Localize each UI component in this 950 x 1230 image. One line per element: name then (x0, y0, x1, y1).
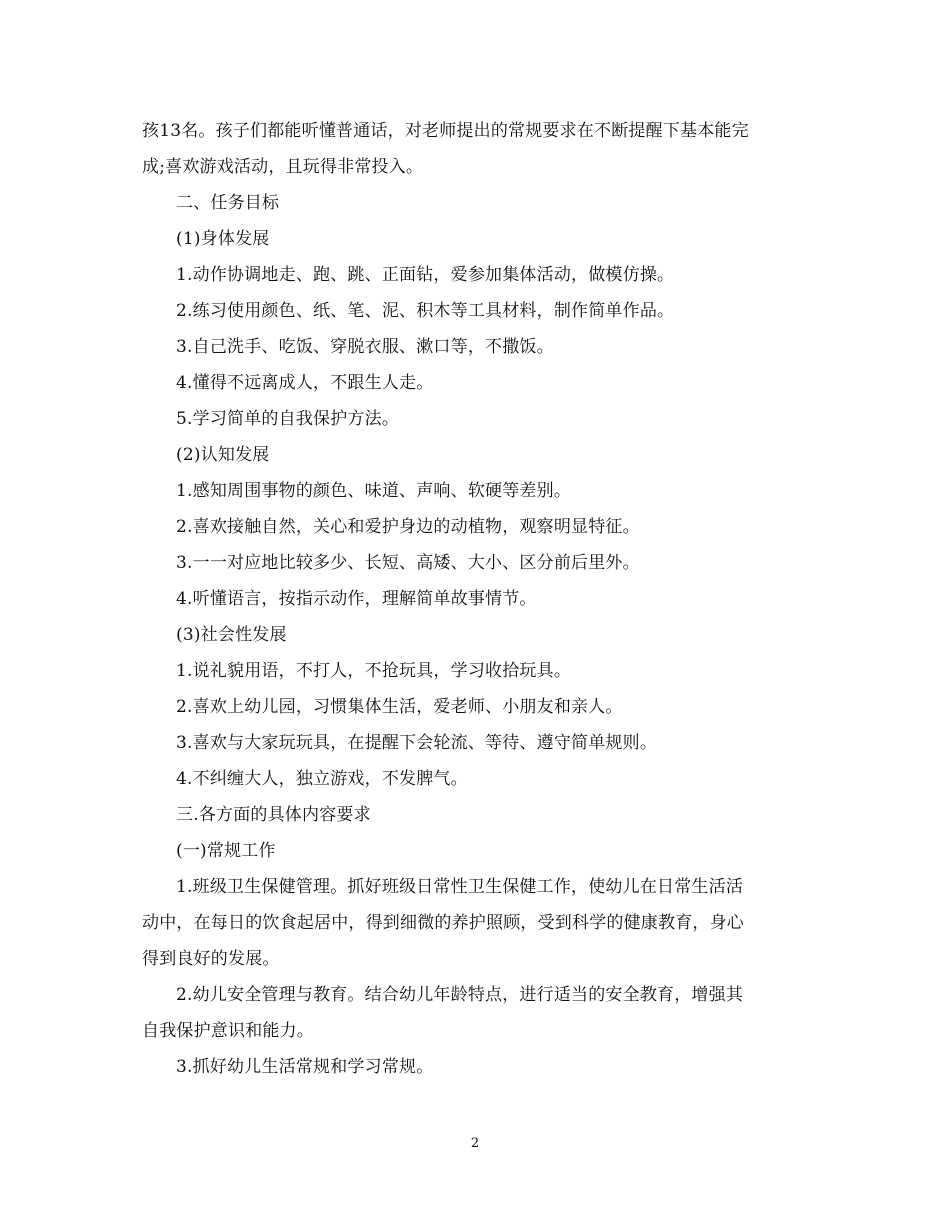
subsection-heading: (2)认知发展 (176, 445, 270, 465)
list-item: 3.喜欢与大家玩玩具，在提醒下会轮流、等待、遵守简单规则。 (176, 733, 658, 753)
paragraph-line: 动中，在每日的饮食起居中，得到细微的养护照顾，受到科学的健康教育，身心 (142, 913, 744, 933)
paragraph-line: 成;喜欢游戏活动，且玩得非常投入。 (142, 157, 424, 177)
page-number: 2 (470, 1136, 480, 1151)
section-heading: 二、任务目标 (176, 193, 280, 213)
paragraph-line: 自我保护意识和能力。 (142, 1021, 314, 1041)
subsection-heading: (一)常规工作 (176, 841, 276, 861)
paragraph-line: 孩13名。孩子们都能听懂普通话，对老师提出的常规要求在不断提醒下基本能完 (142, 121, 749, 141)
list-item: 2.喜欢接触自然，关心和爱护身边的动植物，观察明显特征。 (176, 517, 640, 537)
paragraph-line: 得到良好的发展。 (142, 949, 280, 969)
document-body (142, 113, 808, 1085)
list-item: 1.感知周围事物的颜色、味道、声响、软硬等差别。 (176, 481, 572, 501)
list-item: 1.说礼貌用语，不打人，不抢玩具，学习收拾玩具。 (176, 661, 572, 681)
list-item: 4.不纠缠大人，独立游戏，不发脾气。 (176, 769, 468, 789)
section-heading: 三.各方面的具体内容要求 (176, 805, 371, 825)
list-item: 1.动作协调地走、跑、跳、正面钻，爱参加集体活动，做模仿操。 (176, 265, 675, 285)
list-item: 3.自己洗手、吃饭、穿脱衣服、漱口等，不撒饭。 (176, 337, 554, 357)
list-item: 2.练习使用颜色、纸、笔、泥、积木等工具材料，制作简单作品。 (176, 301, 675, 321)
list-item: 4.听懂语言，按指示动作，理解简单故事情节。 (176, 589, 537, 609)
paragraph-line: 2.幼儿安全管理与教育。结合幼儿年龄特点，进行适当的安全教育，增强其 (176, 985, 744, 1005)
paragraph-line: 3.抓好幼儿生活常规和学习常规。 (176, 1057, 434, 1077)
list-item: 4.懂得不远离成人，不跟生人走。 (176, 373, 434, 393)
subsection-heading: (1)身体发展 (176, 229, 270, 249)
list-item: 5.学习简单的自我保护方法。 (176, 409, 400, 429)
subsection-heading: (3)社会性发展 (176, 625, 287, 645)
paragraph-line: 1.班级卫生保健管理。抓好班级日常性卫生保健工作，使幼儿在日常生活活 (176, 877, 744, 897)
list-item: 2.喜欢上幼儿园，习惯集体生活，爱老师、小朋友和亲人。 (176, 697, 623, 717)
list-item: 3.一一对应地比较多少、长短、高矮、大小、区分前后里外。 (176, 553, 640, 573)
